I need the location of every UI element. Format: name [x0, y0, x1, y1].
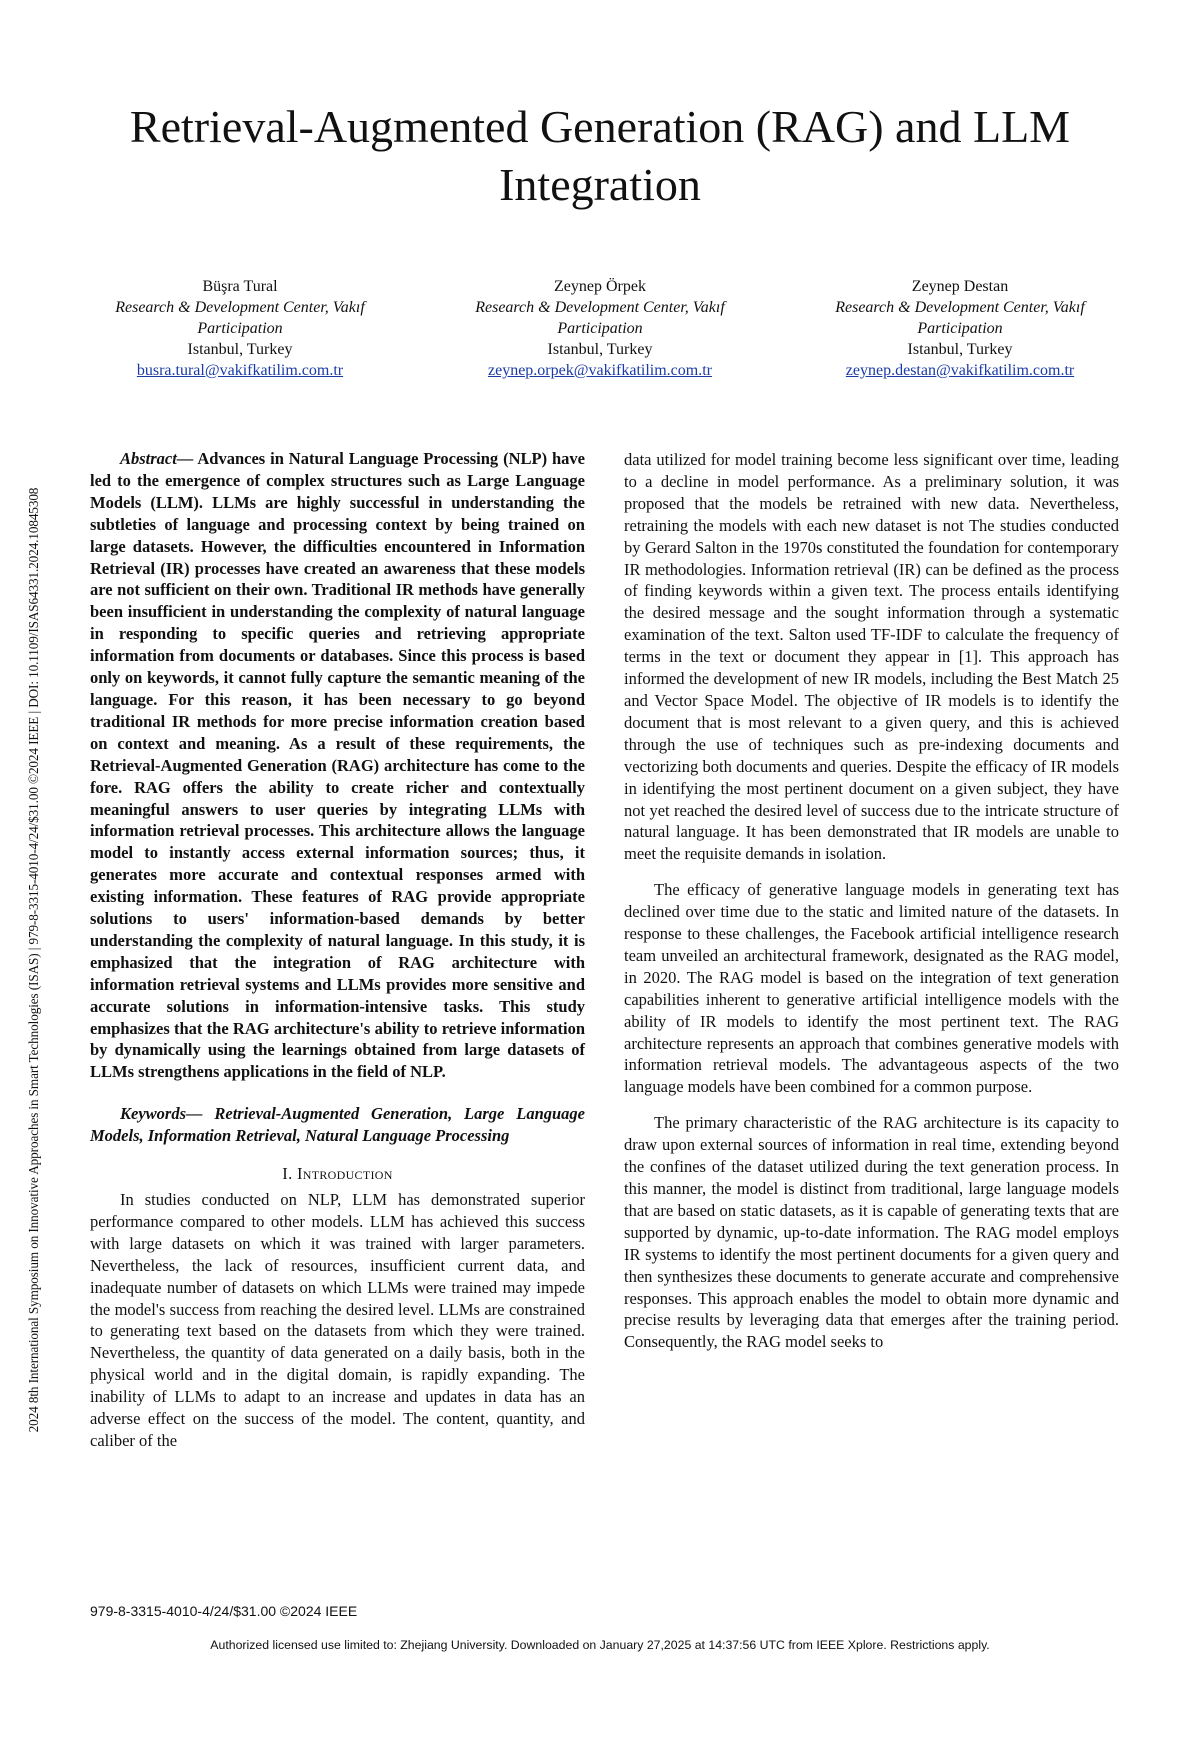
section-heading-introduction: I. Introduction — [282, 1164, 393, 1184]
author-email-link[interactable]: zeynep.orpek@vakifkatilim.com.tr — [488, 362, 712, 379]
author-affiliation: Research & Development Center, Vakıf Participation — [835, 299, 1085, 337]
author-block-3 — [810, 276, 1110, 381]
abstract — [90, 448, 585, 1083]
body-paragraph: data utilized for model training become less significant over time, leading to a decline in model performance. As a preliminary solution, it was proposed that the models be retrained with new data. Nevertheless, retraining the models with each new dataset is not The studies conducted by Gerard Salton in the 1970s constituted the foundation for contemporary IR methodologies. Information retrieval (IR) can be defined as the process of finding keywords within a given text. The process entails identifying the desired message and the sought information through a systematic examination of the text. Salton used TF-IDF to calculate the frequency of terms in the text or document they appear in [1]. This approach has informed the development of new IR models, including the Best Match 25 and Vector Space Model. The objective of IR models is to identify the document that is most relevant to a given query, and this is achieved through the use of techniques such as pre-indexing documents and vectorizing both documents and queries. Despite the efficacy of IR models in identifying the most pertinent document on a given subject, they have not yet reached the desired level of success due to the intricate structure of natural language. It has been demonstrated that IR models are unable to meet the requisite demands in isolation. — [624, 450, 1119, 864]
footer-copyright-code: 979-8-3315-4010-4/24/$31.00 ©2024 IEEE — [90, 1603, 358, 1619]
author-name: Zeynep Örpek — [554, 278, 646, 295]
abstract-text: Advances in Natural Language Processing (NLP) have led to the emergence of complex structures such as Large Language Models (LLM). LLMs are highly successful in understanding the subtleties of language and processing context by being trained on large datasets. However, the difficulties encountered in Information Retrieval (IR) processes have created an awareness that these models are not sufficient on their own. Traditional IR methods have generally been insufficient in understanding the complexity of natural language in responding to specific queries and retrieving appropriate information from documents or databases. Since this process is based only on keywords, it cannot fully capture the semantic meaning of the language. For this reason, it has been necessary to go beyond traditional IR methods for more precise information creation based on context and meaning. As a result of these requirements, the Retrieval-Augmented Generation (RAG) architecture has come to the fore. RAG offers the ability to create richer and contextually meaningful answers to user queries by integrating LLMs with information retrieval processes. This architecture allows the language model to instantly access external information sources; thus, it generates more accurate and contextual responses armed with existing information. These features of RAG provide appropriate solutions to users' information-based demands by better understanding the complexity of natural language. In this study, it is emphasized that the integration of RAG architecture with information retrieval systems and LLMs provides more sensitive and accurate solutions in information-intensive tasks. This study emphasizes that the RAG architecture's ability to retrieve information by dynamically using the learnings obtained from large datasets of LLMs strengthens applications in the field of NLP. — [90, 449, 585, 1082]
license-notice: Authorized licensed use limited to: Zhejiang University. Downloaded on January 27,2025 at 14:37:56 UTC from IEEE Xplore. Restrictions apply. — [210, 1638, 990, 1652]
author-city: Istanbul, Turkey — [907, 341, 1013, 358]
abstract-label: Abstract— — [120, 449, 194, 468]
author-block-2 — [450, 276, 750, 381]
left-column — [90, 448, 585, 1452]
paper-title: Retrieval-Augmented Generation (RAG) and LLM Integration — [129, 101, 1071, 210]
body-paragraph: The primary characteristic of the RAG architecture is its capacity to draw upon external sources of information in real time, extending beyond the confines of the dataset utilized during the text generation process. In this manner, the model is distinct from traditional, large language models that are based on static datasets, as it is capable of generating texts that are supported by dynamic, up-to-date information. The RAG model employs IR systems to identify the most pertinent documents for a given query and then synthesizes these documents to generate accurate and comprehensive responses. This approach enables the model to obtain more dynamic and precise results by leveraging data that emerges after the training period. Consequently, the RAG model seeks to — [624, 1113, 1119, 1352]
intro-paragraph: In studies conducted on NLP, LLM has demonstrated superior performance compared to other models. LLM has achieved this success with large datasets on which it was trained with larger parameters. Nevertheless, the lack of resources, insufficient current data, and inadequate number of datasets on which LLMs were trained may impede the model's success from reaching the desired level. LLMs are constrained to generating text based on the datasets from which they were trained. Nevertheless, the quantity of data generated on a daily basis, both in the physical world and in the digital domain, is rapidly expanding. The inability of LLMs to adapt to an increase and updates in data has an adverse effect on the success of the model. The content, quantity, and caliber of the — [90, 1190, 585, 1450]
right-column — [624, 449, 1119, 1353]
author-email-link[interactable]: zeynep.destan@vakifkatilim.com.tr — [845, 362, 1075, 379]
body-paragraph: The efficacy of generative language models in generating text has declined over time due to the static and limited nature of the datasets. In response to these challenges, the Facebook artificial intelligence research team unveiled an architectural framework, designated as the RAG model, in 2020. The RAG model is based on the integration of text generation capabilities inherent to generative artificial intelligence models with the ability of IR models to identify the most pertinent text. The RAG architecture represents an approach that combines generative models with information retrieval models. The advantageous aspects of the two language models have been combined for a common purpose. — [624, 880, 1119, 1097]
doi-side-banner: 2024 8th International Symposium on Innovative Approaches in Smart Technologies (ISAS) | 979-8-3315-4010-4/24/$31.00 ©2024 IEEE | DOI: 10.1109/ISAS64331.2024.10845308 — [26, 487, 41, 1433]
author-city: Istanbul, Turkey — [187, 341, 293, 358]
keywords-text: Retrieval-Augmented Generation, Large Language Models, Information Retrieval, Natural Language Processing — [90, 1104, 586, 1146]
author-block-1 — [90, 276, 390, 381]
author-name: Büşra Tural — [202, 278, 278, 295]
author-email-link[interactable]: busra.tural@vakifkatilim.com.tr — [136, 362, 344, 379]
author-name: Zeynep Destan — [911, 278, 1009, 295]
author-affiliation: Research & Development Center, Vakıf Participation — [115, 299, 365, 337]
keywords — [90, 1103, 585, 1147]
author-affiliation: Research & Development Center, Vakıf Participation — [475, 299, 725, 337]
keywords-label: Keywords— — [120, 1104, 203, 1124]
author-city: Istanbul, Turkey — [547, 341, 653, 358]
